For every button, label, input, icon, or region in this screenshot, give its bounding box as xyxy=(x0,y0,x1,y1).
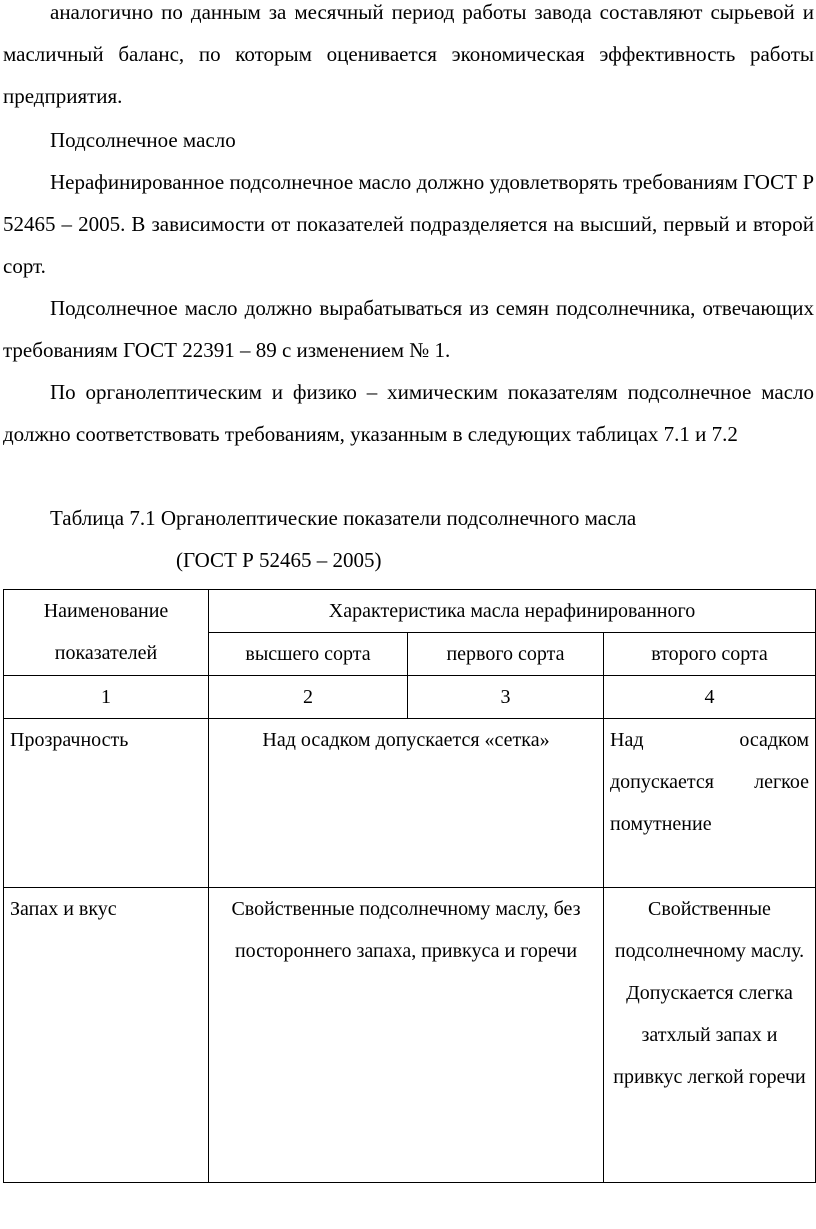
column-number: 2 xyxy=(209,676,408,719)
row-smell-taste-second-grade: Свойственные подсолнечному маслу. Допускается слегка затхлый запах и привкус легкой горечи xyxy=(604,888,816,1183)
paragraph-seeds: Подсолнечное масло должно вырабатываться из семян подсолнечника, отвечающих требованиям ГОСТ 22391 – 89 с изменением № 1. xyxy=(3,296,814,362)
header-indicator-name: Наименование показателей xyxy=(4,590,209,676)
header-oil-characteristic: Характеристика масла нерафинированного xyxy=(209,590,816,633)
row-name-smell-taste: Запах и вкус xyxy=(4,888,209,1183)
header-second-grade: второго сорта xyxy=(604,633,816,676)
paragraph-indicators: По органолептическим и физико – химическим показателям подсолнечное масло должно соответствовать требованиям, указанным в следующих таблицах 7.1 и 7.2 xyxy=(3,380,814,446)
table-row xyxy=(4,719,816,888)
column-number: 3 xyxy=(408,676,604,719)
table-number-row xyxy=(4,676,816,719)
column-number: 1 xyxy=(4,676,209,719)
row-transparency-second-grade: Над осадком допускается легкое помутнение xyxy=(604,719,816,888)
paragraph-balance: аналогично по данным за месячный период работы завода составляют сырьевой и масличный баланс, по которым оценивается экономическая эффективность работы предприятия. xyxy=(3,0,814,108)
row-smell-taste-top-grades: Свойственные подсолнечному маслу, без постороннего запаха, привкуса и горечи xyxy=(209,888,604,1183)
header-top-grade: высшего сорта xyxy=(209,633,408,676)
organoleptic-table xyxy=(3,589,816,1183)
row-name-transparency: Прозрачность xyxy=(4,719,209,888)
table-header-row xyxy=(4,590,816,633)
column-number: 4 xyxy=(604,676,816,719)
row-transparency-top-grades: Над осадком допускается «сетка» xyxy=(209,719,604,888)
section-heading: Подсолнечное масло xyxy=(50,128,236,152)
table-caption: Таблица 7.1 Органолептические показатели подсолнечного масла xyxy=(50,506,637,530)
paragraph-gost-requirements: Нерафинированное подсолнечное масло должно удовлетворять требованиям ГОСТ Р 52465 – 2005. В зависимости от показателей подразделяется на высший, первый и второй сорт. xyxy=(3,170,814,278)
header-first-grade: первого сорта xyxy=(408,633,604,676)
table-row xyxy=(4,888,816,1183)
table-caption-standard: (ГОСТ Р 52465 – 2005) xyxy=(176,548,382,572)
